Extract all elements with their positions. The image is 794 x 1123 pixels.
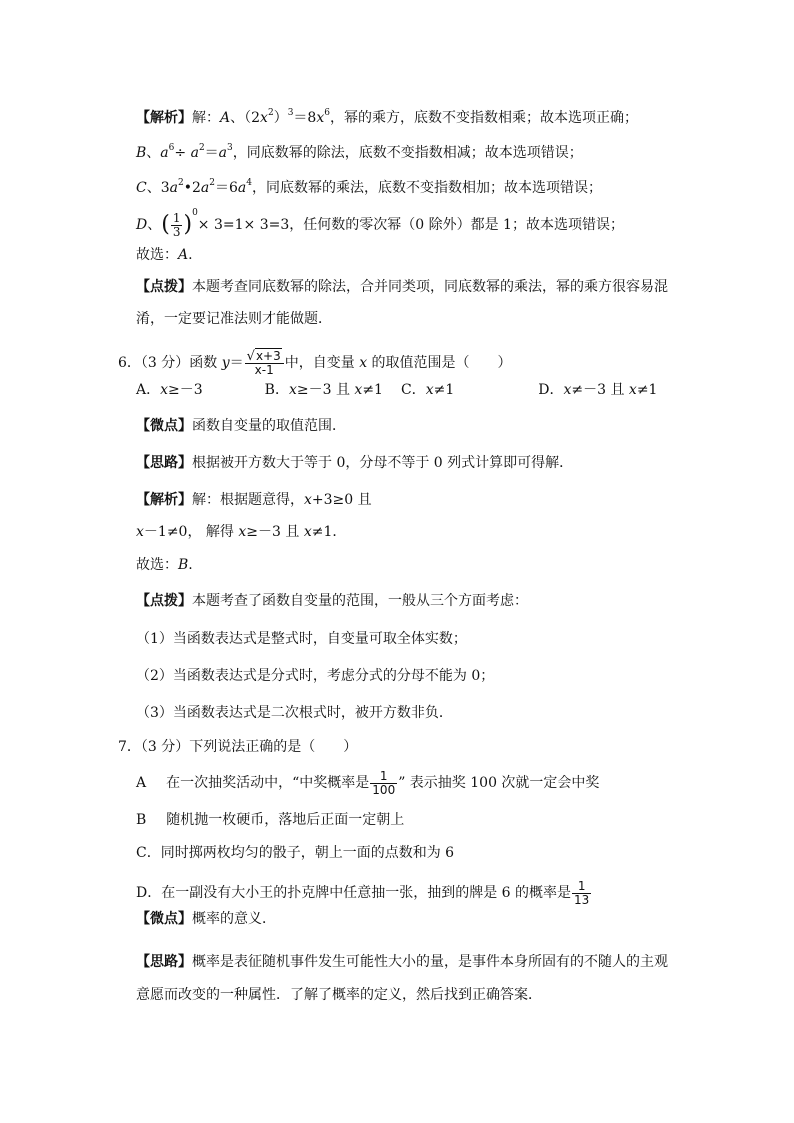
q6-point-3: （3）当函数表达式是二次根式时，被开方数非负． — [136, 705, 453, 721]
q7-option-d[interactable]: D．在一副没有大小王的扑克牌中任意抽一张，抽到的牌是 6 的概率是 $\frac{1}{13}$ — [136, 878, 590, 907]
q7-silu-line-2: 意愿而改变的一种属性．了解了概率的定义，然后找到正确答案． — [136, 987, 542, 1003]
q7-option-a[interactable]: A 在一次抽奖活动中，“中奖概率是 $\frac{1}{100}$ ” 表示抽奖 100 次就一定会中奖 — [136, 768, 600, 797]
analysis-line-d: D、( $\frac{1}{3}$ )$^0$× 3=1× 3=3，任何数的零次幂（0 除外）都是 1；故本选项错误； — [136, 208, 624, 239]
fraction-one-thirteenth: $\frac{1}{13}$ — [574, 878, 590, 907]
q6-jiexi-line-2: x－1≠0， 解得 x≥－3 且 x≠1． — [136, 524, 347, 540]
option-b[interactable]: B．x≥－3 且 x≠1 — [264, 382, 383, 398]
function-fraction: $\frac{√x+3}{x-1}$ — [245, 350, 284, 377]
question-7-stem: 7．（3 分）下列说法正确的是（ ） — [118, 739, 358, 755]
dianbo-line-2: 淆，一定要记准法则才能做题． — [136, 311, 332, 327]
analysis-line-c: C、$3a^2•2a^2=6a^4$，同底数幂的乘法，底数不变指数相加；故本选项错误； — [136, 178, 603, 196]
analysis-choice: 故选：A. — [136, 247, 193, 263]
analysis-line-a: 【解析】解：A、$(2x^2)^3=8x^6$，幂的乘方，底数不变指数相乘；故本选项正确； — [136, 108, 638, 126]
fraction-one-third: $\frac{1}{3}$ — [172, 210, 181, 239]
q6-weidian: 【微点】函数自变量的取值范围． — [136, 418, 346, 434]
q7-option-b[interactable]: B 随机抛一枚硬币，落地后正面一定朝上 — [136, 812, 405, 828]
q7-silu: 【思路】概率是表征随机事件发生可能性大小的量，是事件本身所固有的不随人的主观 — [136, 954, 668, 970]
option-c[interactable]: C．x≠1 — [400, 382, 455, 398]
q6-point-1: （1）当函数表达式是整式时，自变量可取全体实数； — [136, 631, 467, 647]
q6-jiexi: 【解析】解：根据题意得，x+3≥0 且 — [136, 492, 372, 508]
analysis-line-b: B、$a^6\div a^2=a^3$，同底数幂的除法，底数不变指数相减；故本选项错误； — [136, 143, 583, 161]
question-6-options — [136, 380, 657, 400]
dianbo-line-1: 【点拨】本题考查同底数幂的除法，合并同类项，同底数幂的乘法，幂的乘方很容易混 — [136, 279, 668, 295]
q6-point-2: （2）当函数表达式是分式时，考虑分式的分母不能为 0； — [136, 668, 495, 684]
q7-weidian: 【微点】概率的意义． — [136, 911, 276, 927]
q6-dianbo: 【点拨】本题考查了函数自变量的范围，一般从三个方面考虑： — [136, 593, 528, 609]
q7-option-c[interactable]: C．同时掷两枚均匀的骰子，朝上一面的点数和为 6 — [136, 845, 455, 861]
option-d[interactable]: D．x≠－3 且 x≠1 — [538, 382, 658, 398]
q6-choice: 故选：B. — [136, 557, 193, 573]
fraction-one-hundredth: $\frac{1}{100}$ — [372, 768, 396, 797]
q6-silu: 【思路】根据被开方数大于等于 0，分母不等于 0 列式计算即可得解． — [136, 455, 574, 471]
question-6-stem: 6．（3 分）函数 y＝ $\frac{√x+3}{x-1}$ 中，自变量 x 的取值范围是（ ） — [118, 348, 512, 377]
option-a[interactable]: A．x≥－3 — [136, 382, 203, 398]
